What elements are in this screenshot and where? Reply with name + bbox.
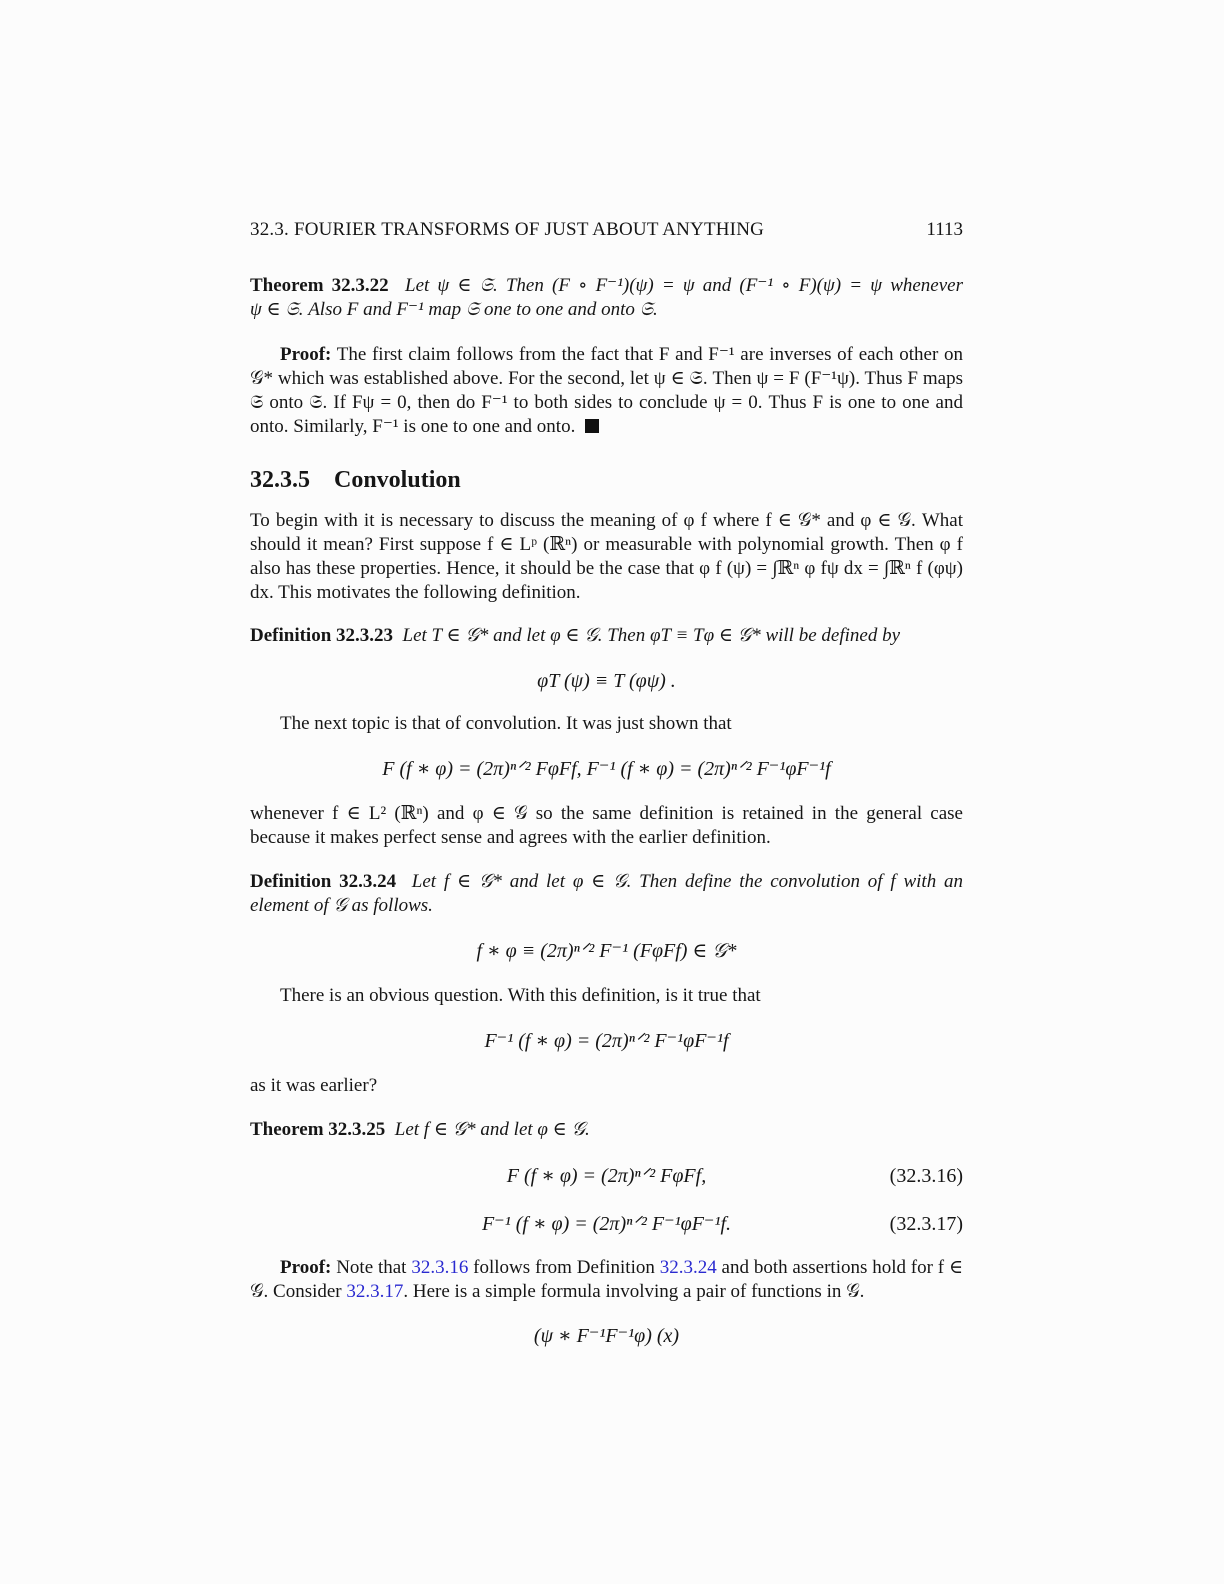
convolution-definition-equation: f ∗ φ ≡ (2π)ⁿᐟ² F⁻¹ (FφFf) ∈ 𝒢* [476, 940, 737, 962]
proof-text-3: and both assertions hold for f ∈ 𝒢. Consider [250, 1257, 964, 1302]
definition-text: Let f ∈ 𝒢* and let φ ∈ 𝒢. Then define the convolution of f with an element of 𝒢 as follows. [250, 871, 964, 916]
proof-text-2: follows from Definition [473, 1257, 655, 1278]
proof-text-1: Note that [336, 1257, 407, 1278]
theorem-32-3-22 [250, 274, 963, 322]
definition-link-32-3-24[interactable]: 32.3.24 [659, 1257, 717, 1278]
intro-paragraph: To begin with it is necessary to discuss the meaning of φ f where f ∈ 𝒢* and φ ∈ 𝒢. What should it mean? First suppose f ∈ Lᵖ (ℝⁿ) or measurable with polynomial growth. Then φ f also has these properties. Hence, it should be the case that φ f (ψ) = ∫ℝⁿ φ fψ dx = ∫ℝⁿ f (φψ) dx. This motivates the following definition. [250, 510, 963, 603]
theorem-32-3-25 [250, 1118, 963, 1142]
whenever-paragraph: whenever f ∈ L² (ℝⁿ) and φ ∈ 𝒢 so the same definition is retained in the general case because it makes perfect sense and agrees with the earlier definition. [250, 803, 963, 848]
equation-link-32-3-17[interactable]: 32.3.17 [346, 1281, 404, 1302]
section-title: Convolution [334, 467, 461, 493]
equation-tag: (32.3.17) [889, 1213, 963, 1235]
equation-link-32-3-16[interactable]: 32.3.16 [411, 1257, 469, 1278]
question-equation: F⁻¹ (f ∗ φ) = (2π)ⁿᐟ² F⁻¹φF⁻¹f [484, 1030, 729, 1052]
definition-32-3-23 [250, 624, 963, 648]
equation-tag: (32.3.16) [889, 1165, 963, 1187]
definition-label: Definition 32.3.23 [250, 625, 394, 646]
question-paragraph: There is an obvious question. With this definition, is it true that [280, 985, 761, 1006]
running-header [250, 219, 963, 243]
definition-text: Let T ∈ 𝒢* and let φ ∈ 𝒢. Then φT ≡ Tφ ∈ 𝒢* will be defined by [402, 625, 900, 646]
equation-body: F (f ∗ φ) = (2π)ⁿᐟ² FφFf, [506, 1165, 707, 1187]
theorem-label: Theorem 32.3.25 [250, 1119, 386, 1140]
proof-theorem-32-3-22 [250, 343, 963, 439]
proof-label: Proof: [280, 344, 332, 365]
final-equation: (ψ ∗ F⁻¹F⁻¹φ) (x) [533, 1325, 680, 1347]
section-number: 32.3.5 [250, 467, 310, 493]
definition-equation: φT (ψ) ≡ T (φψ) . [537, 670, 676, 692]
theorem-statement-2: ψ ∈ 𝔖. Also F and F⁻¹ map 𝔖 one to one and onto 𝔖. [250, 299, 658, 320]
proof-label: Proof: [280, 1257, 332, 1278]
proof-text-4: . Here is a simple formula involving a pair of functions in 𝒢. [403, 1281, 865, 1302]
proof-theorem-32-3-25 [250, 1256, 963, 1304]
running-title: 32.3. FOURIER TRANSFORMS OF JUST ABOUT ANYTHING [250, 219, 765, 240]
theorem-statement: Let f ∈ 𝒢* and let φ ∈ 𝒢. [394, 1119, 590, 1140]
definition-32-3-24 [250, 870, 963, 918]
earlier-paragraph: as it was earlier? [250, 1075, 378, 1096]
section-heading [250, 467, 461, 494]
proof-text: The first claim follows from the fact that F and F⁻¹ are inverses of each other on 𝒢* which was established above. For the second, let ψ ∈ 𝔖. Then ψ = F (F⁻¹ψ). Thus F maps 𝔖 onto 𝔖. If Fψ = 0, then do F⁻¹ to both sides to conclude ψ = 0. Thus F is one to one and onto. Similarly, F⁻¹ is one to one and onto. [250, 344, 963, 437]
definition-label: Definition 32.3.24 [250, 871, 397, 892]
qed-square-icon [585, 419, 599, 433]
theorem-line-1 [250, 274, 963, 298]
equation-body: F⁻¹ (f ∗ φ) = (2π)ⁿᐟ² F⁻¹φF⁻¹f. [481, 1213, 732, 1235]
theorem-label: Theorem 32.3.22 [250, 275, 389, 296]
theorem-statement-1: Let ψ ∈ 𝔖. Then (F ∘ F⁻¹)(ψ) = ψ and (F⁻¹ ∘ F)(ψ) = ψ whenever [405, 275, 963, 296]
next-topic-paragraph: The next topic is that of convolution. It was just shown that [280, 713, 732, 734]
convolution-transform-equation: F (f ∗ φ) = (2π)ⁿᐟ² FφFf, F⁻¹ (f ∗ φ) = (2π)ⁿᐟ² F⁻¹φF⁻¹f [382, 758, 831, 780]
page-number: 1113 [926, 219, 963, 240]
